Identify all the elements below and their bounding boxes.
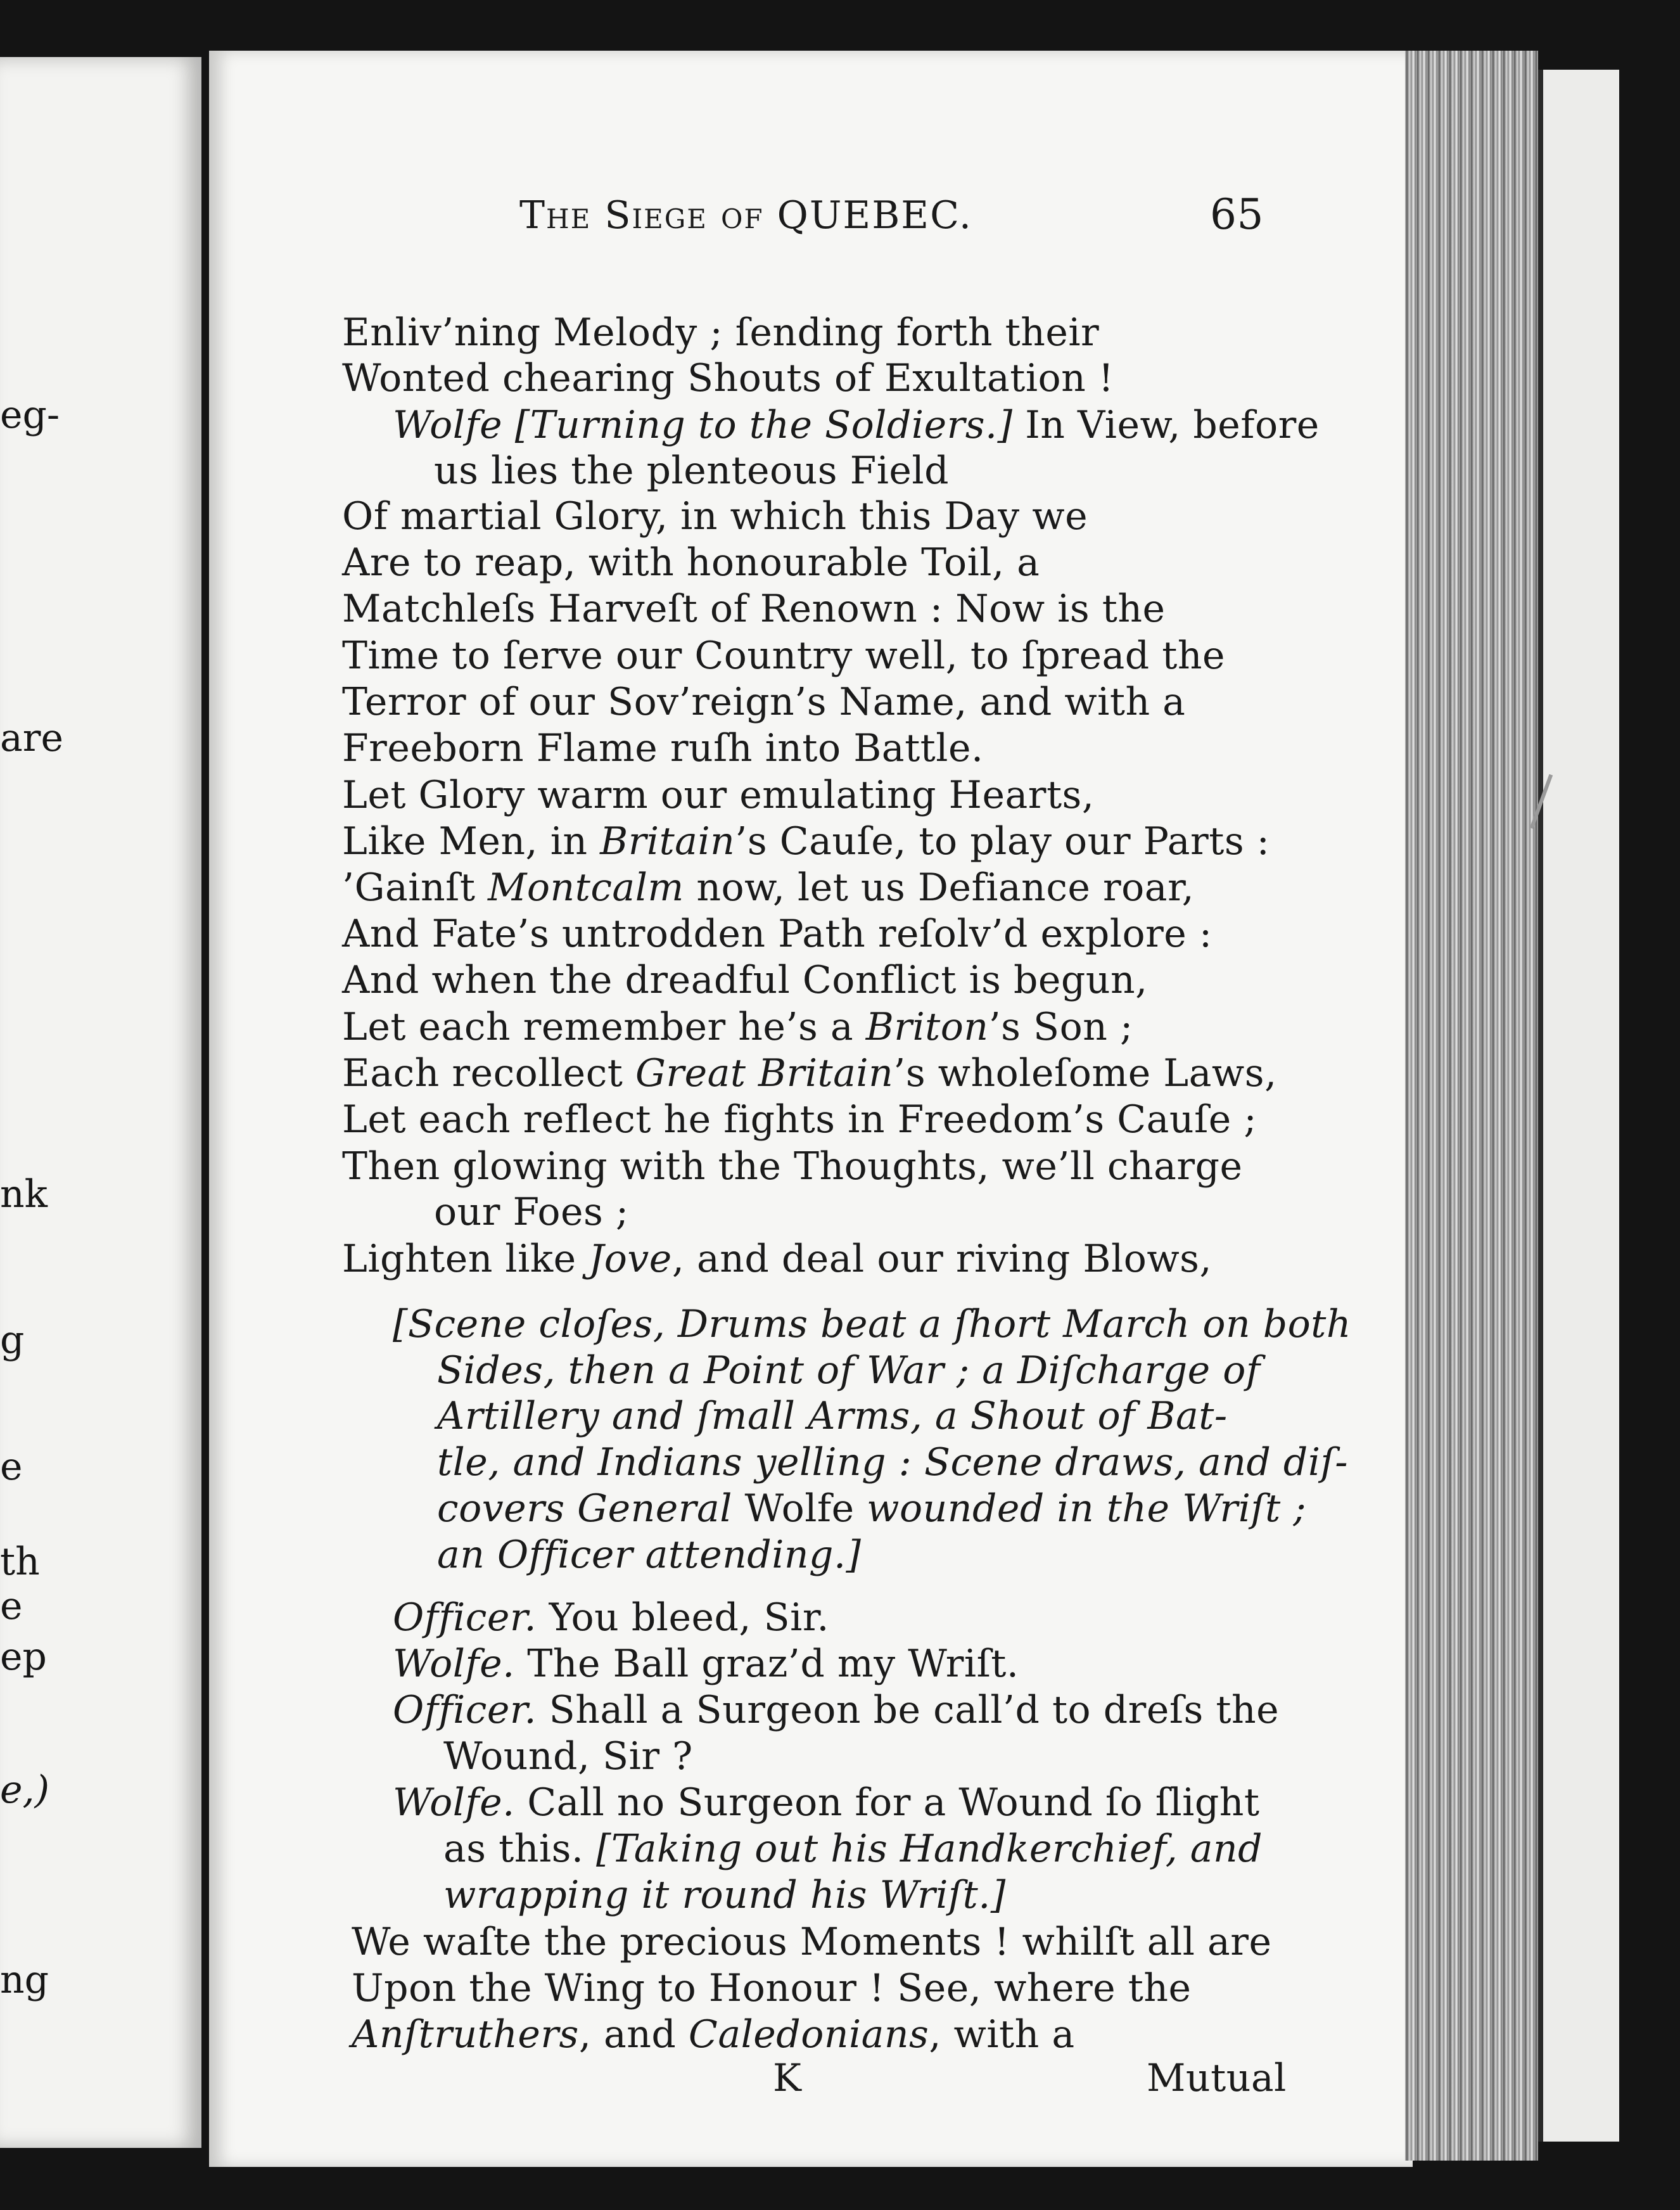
stage-direction-line: Sides, then a Point of War ; a Diſcharge of [437,1348,1261,1393]
text-line: Of martial Glory, in which this Day we [342,494,1088,539]
dialogue-line: Officer. You bleed, Sir. [393,1595,830,1640]
dialogue-line: wrapping it round his Wriſt.] [443,1873,1006,1917]
stage-direction-line: covers General Wolfe wounded in the Wriſt ; [437,1486,1307,1531]
text-line: Freeborn Flame ruſh into Battle. [342,726,984,770]
text-line: Are to reap, with honourable Toil, a [342,540,1040,585]
page-number: 65 [1210,190,1264,239]
text-line: Let each reflect he fights in Freedom’s Cauſe ; [342,1097,1257,1142]
left-fragment-5: e [0,1445,23,1489]
italic-word: Briton [865,1005,989,1049]
dialogue-line: as this. [Taking out his Handkerchief, and [443,1827,1263,1871]
dialogue-line: Officer. Shall a Surgeon be call’d to dreſs the [393,1688,1280,1732]
text-line: Then glowing with the Thoughts, we’ll charge [342,1144,1243,1189]
text-line: Terror of our Sov’reign’s Name, and with a [342,680,1186,724]
speaker-name: Wolfe. [393,1642,515,1686]
stage-direction-line: tle, and Indians yelling : Scene draws, and diſ- [437,1440,1349,1485]
text-line: Like Men, in Britain’s Cauſe, to play our Parts : [342,819,1270,864]
left-fragment-4: g [0,1318,25,1362]
speaker-name: Wolfe. [393,1780,515,1825]
text-line: Upon the Wing to Honour ! See, where the [352,1966,1192,2010]
page-text [209,51,1413,2167]
text-line: And Fate’s untrodden Path reſolv’d explore : [342,912,1212,956]
text-line: Let each remember he’s a Briton’s Son ; [342,1005,1133,1049]
facing-page-left [0,57,201,2148]
book-cover-board [1538,70,1619,2142]
text-line: We waſte the precious Moments ! whilſt all are [352,1920,1272,1964]
text-line: Time to ſerve our Country well, to ſpread the [342,634,1225,678]
italic-word: Caledonians [688,2012,929,2057]
text-line: ’Gainſt Montcalm now, let us Defiance roar, [342,865,1195,910]
text-line: Anſtruthers, and Caledonians, with a [352,2012,1075,2057]
roman-name: Wolfe [744,1486,855,1531]
running-title: The Siege of QUEBEC. [519,193,972,238]
speech-text: In View, before [1012,403,1320,447]
left-fragment-2: are [0,716,63,760]
left-fragment-7: e [0,1584,23,1628]
page-edges [1405,51,1538,2161]
left-fragment-6: th [0,1540,40,1584]
speaker-name: Officer. [393,1688,537,1732]
left-fragment-3: nk [0,1172,48,1217]
text-line: Wonted chearing Shouts of Exultation ! [342,356,1114,400]
stage-direction-inline: [Taking out his Handkerchief, and [596,1827,1263,1871]
speaker-name: Officer. [393,1595,537,1640]
italic-word: Great Britain [635,1051,894,1095]
text-line: our Foes ; [434,1190,629,1234]
italic-word: Montcalm [488,865,684,910]
dialogue-line: Wolfe. The Ball graz’d my Wriſt. [393,1642,1019,1686]
text-line: Each recollect Great Britain’s wholeſome Laws, [342,1051,1277,1095]
left-fragment-9: e,) [0,1768,49,1812]
stage-direction-line: [Scene cloſes, Drums beat a ſhort March on both [393,1302,1351,1346]
text-line: Let Glory warm our emulating Hearts, [342,773,1095,817]
left-fragment-8: ep [0,1635,47,1679]
stage-direction-line: Artillery and ſmall Arms, a Shout of Bat- [437,1394,1228,1438]
italic-word: Britain [600,819,735,864]
speaker-name: Wolfe [393,403,503,447]
dialogue-line: Wolfe. Call no Surgeon for a Wound ſo ſlight [393,1780,1260,1825]
speech-line [393,403,1320,447]
italic-word: Anſtruthers [352,2012,579,2057]
book-page [209,51,1413,2167]
signature-mark: K [773,2056,802,2100]
text-line: Lighten like Jove, and deal our riving Blows, [342,1237,1212,1281]
text-line: Enliv’ning Melody ; ſending forth their [342,310,1100,355]
stage-direction-inline: [Turning to the Soldiers.] [514,403,1013,447]
text-line: us lies the plenteous Field [434,449,950,493]
text-line: And when the dreadful Conflict is begun, [342,958,1148,1002]
catchword: Mutual [1147,2056,1287,2100]
dialogue-line: Wound, Sir ? [443,1734,693,1779]
left-fragment-1: eg- [0,393,60,437]
text-line: Matchleſs Harveſt of Renown : Now is the [342,587,1166,631]
italic-word: Jove [589,1237,672,1281]
stage-direction-line: an Officer attending.] [437,1533,862,1577]
left-fragment-10: ng [0,1958,49,2002]
